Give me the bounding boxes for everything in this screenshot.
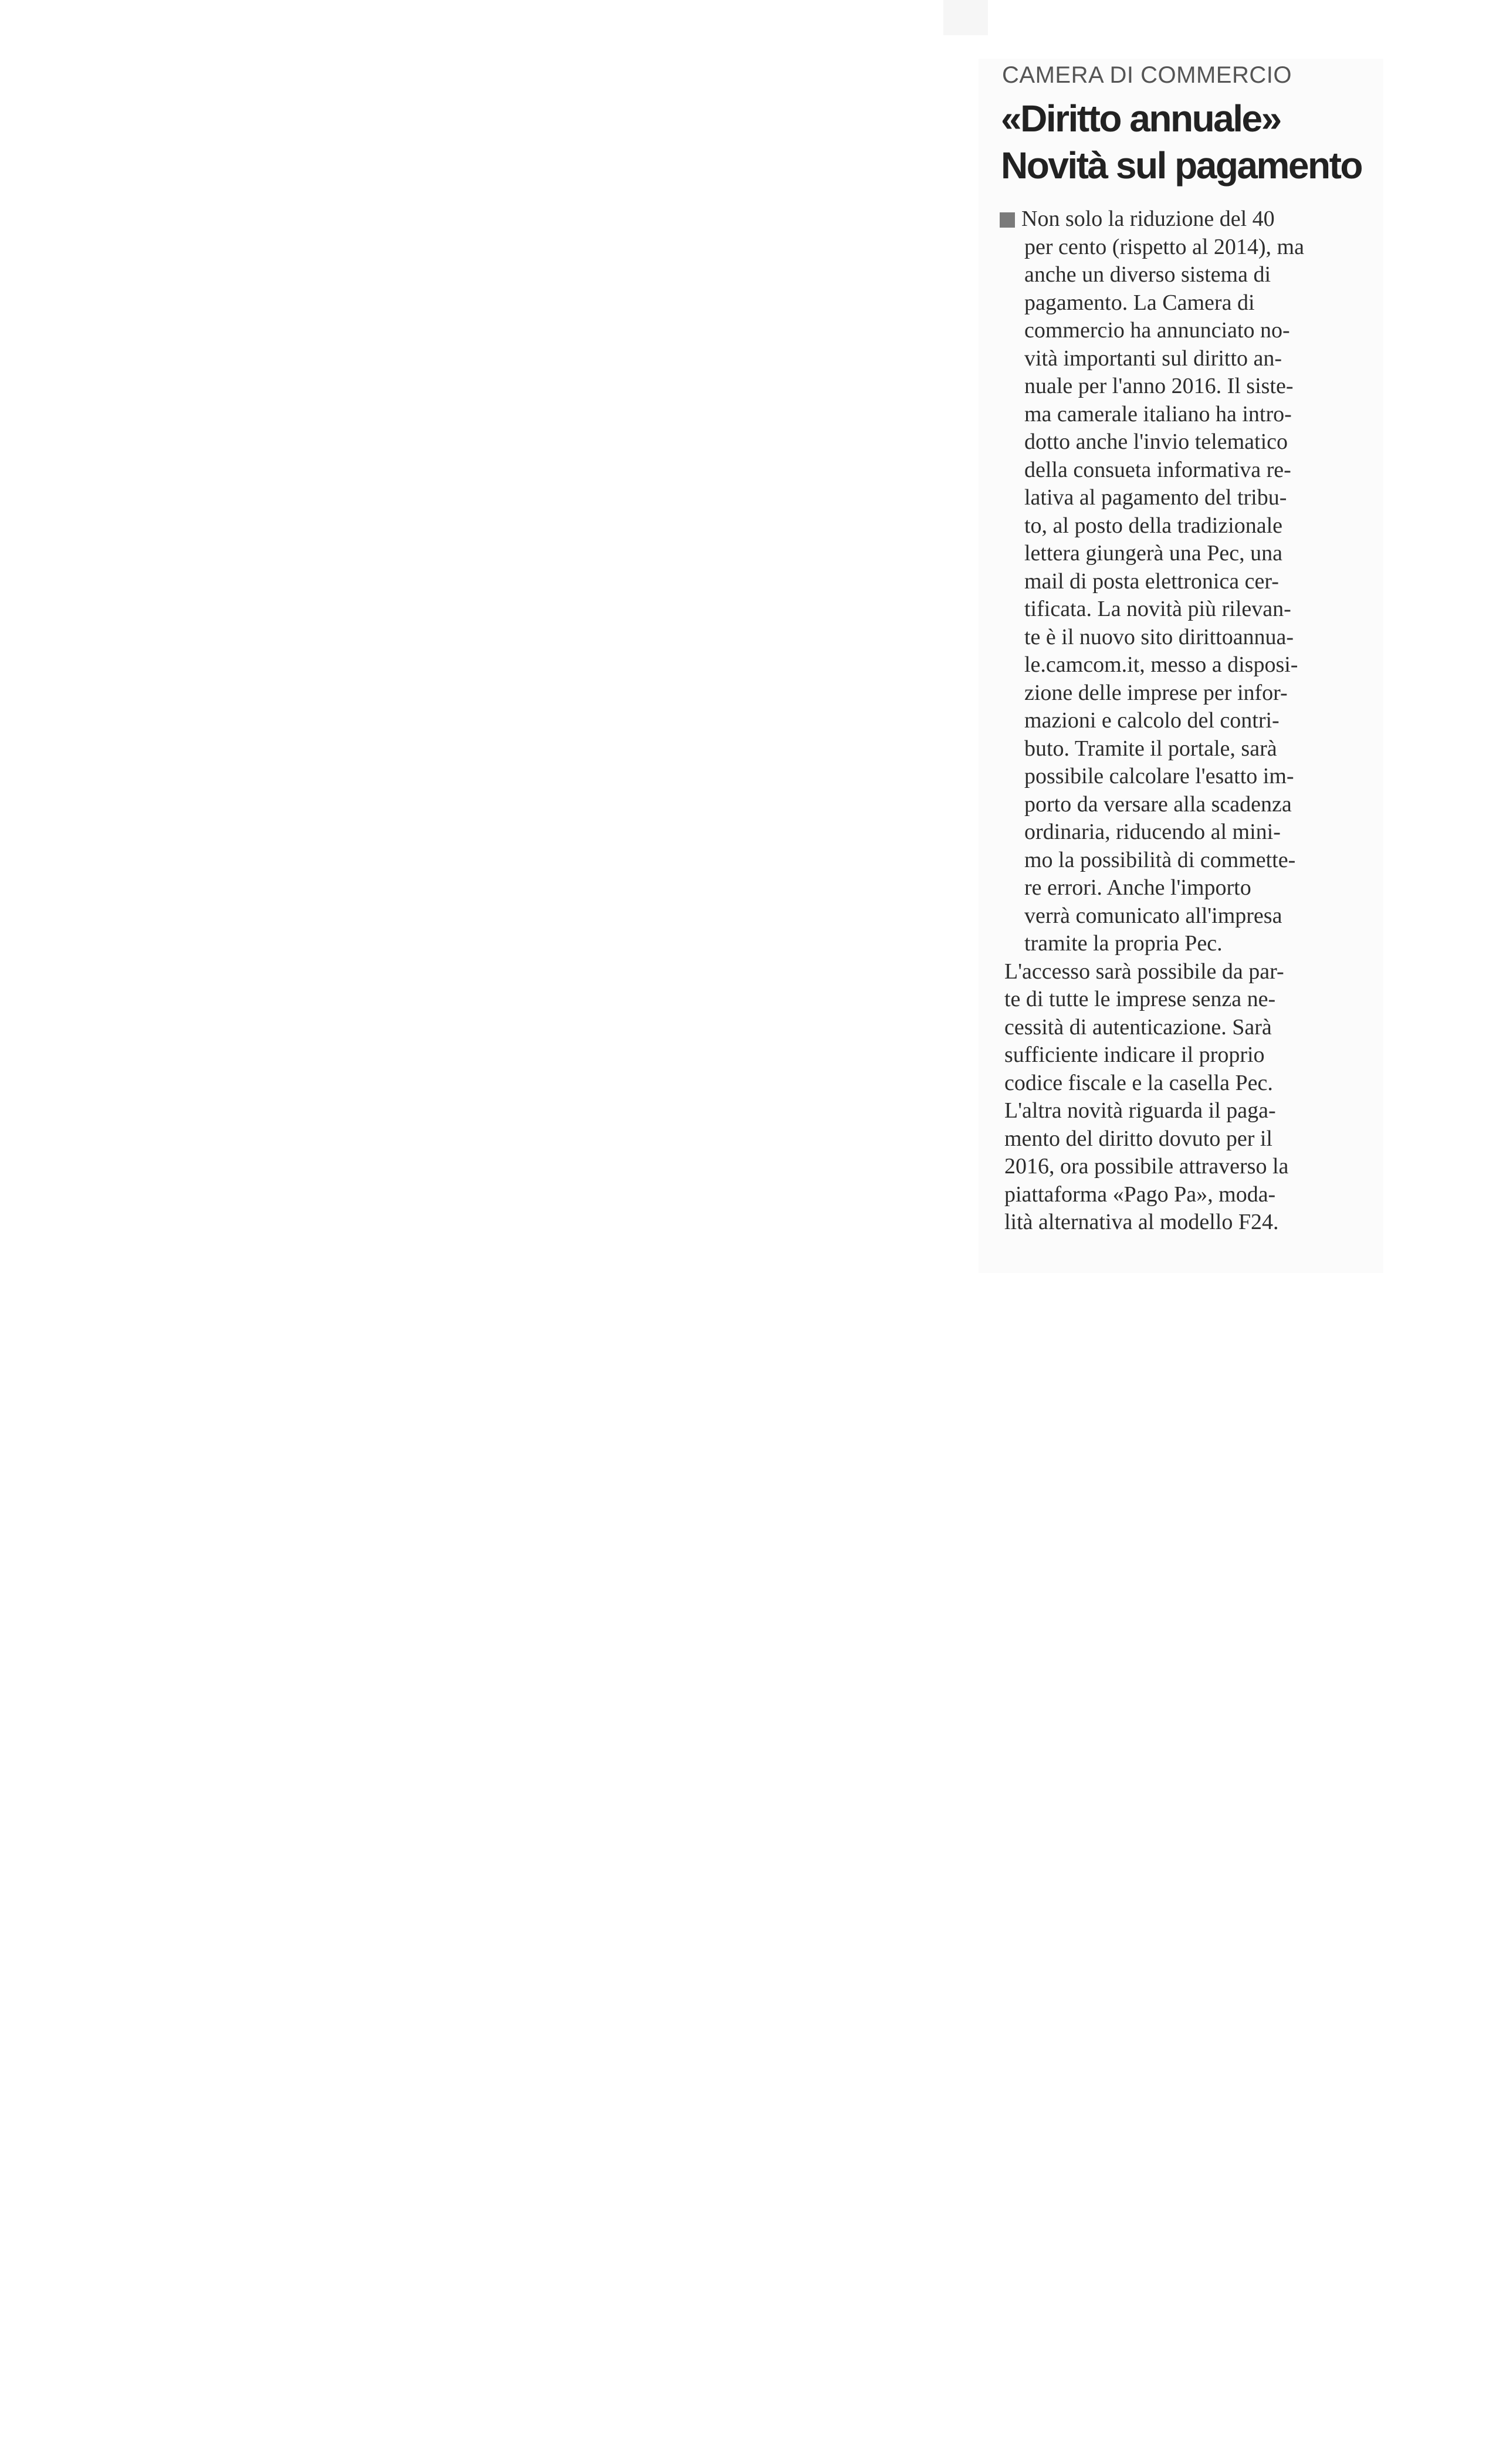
- article-kicker: CAMERA DI COMMERCIO: [1002, 62, 1292, 88]
- body-line: L'altra novità riguarda il paga-: [1004, 1098, 1276, 1123]
- newspaper-clipping: [979, 59, 1383, 1273]
- body-line: lettera giungerà una Pec, una: [1024, 541, 1282, 566]
- body-line: lativa al pagamento del tribu-: [1024, 485, 1287, 510]
- body-line: Non solo la riduzione del 40: [1021, 207, 1275, 231]
- body-line: 2016, ora possibile attraverso la: [1004, 1154, 1289, 1179]
- body-line: cessità di autenticazione. Sarà: [1004, 1014, 1272, 1040]
- body-line: ma camerale italiano ha intro-: [1024, 401, 1292, 427]
- body-line: ordinaria, riducendo al mini-: [1024, 820, 1281, 844]
- body-line: lità alternativa al modello F24.: [1004, 1210, 1279, 1234]
- body-line: della consueta informativa re-: [1024, 457, 1291, 482]
- body-line: mo la possibilità di commette-: [1024, 847, 1296, 872]
- body-line: mazioni e calcolo del contri-: [1024, 708, 1280, 733]
- body-line: possibile calcolare l'esatto im-: [1024, 764, 1294, 788]
- body-line: re errori. Anche l'importo: [1024, 875, 1251, 900]
- headline-line: «Diritto annuale»: [1001, 97, 1281, 140]
- body-line: tramite la propria Pec.: [1024, 931, 1223, 956]
- body-line: commercio ha annunciato no-: [1024, 318, 1290, 343]
- body-line: zione delle imprese per infor-: [1024, 680, 1288, 705]
- body-line: dotto anche l'invio telematico: [1024, 429, 1288, 454]
- body-line: piattaforma «Pago Pa», moda-: [1004, 1182, 1276, 1207]
- scan-edge-strip: [943, 0, 988, 35]
- body-line: pagamento. La Camera di: [1024, 290, 1255, 315]
- body-line: porto da versare alla scadenza: [1024, 791, 1292, 817]
- body-line: anche un diverso sistema di: [1024, 262, 1271, 287]
- body-line: te è il nuovo sito dirittoannua-: [1024, 624, 1294, 649]
- body-line: buto. Tramite il portale, sarà: [1024, 736, 1277, 761]
- body-line: tificata. La novità più rilevan-: [1024, 597, 1291, 621]
- body-line: to, al posto della tradizionale: [1024, 513, 1283, 538]
- body-line: per cento (rispetto al 2014), ma: [1024, 234, 1304, 259]
- article-body: [979, 205, 1383, 1237]
- body-line: mail di posta elettronica cer-: [1024, 568, 1279, 594]
- body-line: mento del diritto dovuto per il: [1004, 1126, 1272, 1151]
- body-line: verrà comunicato all'impresa: [1024, 903, 1282, 928]
- body-line: te di tutte le imprese senza ne-: [1004, 987, 1276, 1011]
- body-line: codice fiscale e la casella Pec.: [1004, 1070, 1273, 1095]
- body-line: nuale per l'anno 2016. Il siste-: [1024, 374, 1294, 398]
- headline-line: Novità sul pagamento: [1001, 144, 1362, 187]
- body-line: sufficiente indicare il proprio: [1004, 1043, 1265, 1067]
- article-headline: [1001, 95, 1362, 189]
- body-line: le.camcom.it, messo a disposi-: [1024, 652, 1298, 677]
- body-line: L'accesso sarà possibile da par-: [1004, 959, 1284, 984]
- body-line: vità importanti sul diritto an-: [1024, 346, 1282, 371]
